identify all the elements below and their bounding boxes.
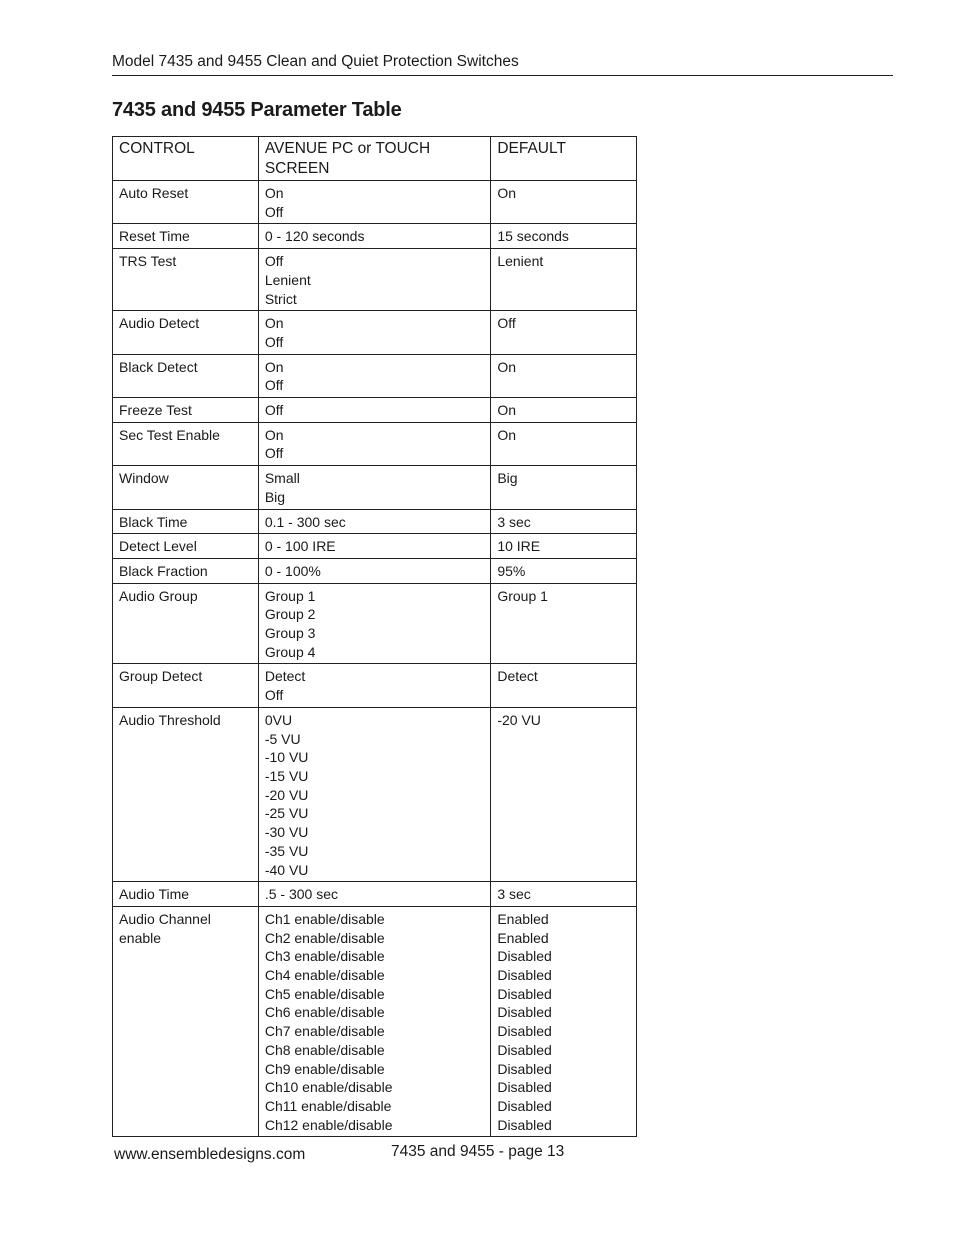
default-cell-line: Disabled bbox=[497, 1079, 552, 1096]
default-cell bbox=[491, 398, 637, 423]
options-cell-line: Group 3 bbox=[264, 625, 316, 642]
control-cell-line: Black Fraction bbox=[119, 562, 208, 579]
default-cell bbox=[491, 906, 637, 1136]
control-cell-line: TRS Test bbox=[119, 253, 177, 270]
options-cell-line: On bbox=[264, 426, 284, 443]
default-cell bbox=[491, 558, 637, 583]
column-header-control: CONTROL bbox=[113, 137, 259, 181]
header-divider bbox=[112, 75, 893, 76]
options-cell-line: Off bbox=[264, 203, 284, 220]
options-cell-line: 0.1 - 300 sec bbox=[264, 513, 346, 530]
options-cell-line: Strict bbox=[264, 290, 297, 307]
footer-website: www.ensembledesigns.com bbox=[114, 1146, 306, 1163]
options-cell-line: Ch1 enable/disable bbox=[264, 910, 385, 927]
control-cell bbox=[113, 181, 259, 224]
default-cell-line: 3 sec bbox=[497, 886, 531, 903]
control-cell bbox=[113, 882, 259, 907]
control-cell bbox=[113, 249, 259, 311]
default-cell-line: Disabled bbox=[497, 985, 552, 1002]
control-cell-line: Detect Level bbox=[119, 538, 197, 555]
default-cell-line: On bbox=[497, 358, 517, 375]
control-cell-line: Sec Test Enable bbox=[119, 426, 220, 443]
options-cell-line: Off bbox=[264, 402, 284, 419]
default-cell bbox=[491, 509, 637, 534]
options-cell-line: 0 - 100 IRE bbox=[264, 538, 336, 555]
control-cell-line: Black Detect bbox=[119, 358, 198, 375]
options-cell-line: Group 1 bbox=[264, 587, 316, 604]
default-cell-line: On bbox=[497, 426, 517, 443]
default-cell-line: 15 seconds bbox=[497, 228, 569, 245]
table-header-row bbox=[113, 137, 637, 181]
control-cell bbox=[113, 354, 259, 397]
options-cell bbox=[258, 906, 491, 1136]
options-cell-line: -5 VU bbox=[264, 730, 301, 747]
options-cell-line: Ch10 enable/disable bbox=[264, 1079, 393, 1096]
default-cell bbox=[491, 311, 637, 354]
control-cell-line: Audio Detect bbox=[119, 315, 200, 332]
options-cell-line: .5 - 300 sec bbox=[264, 886, 338, 903]
default-cell-line: 10 IRE bbox=[497, 538, 541, 555]
table-row bbox=[113, 707, 637, 881]
control-cell-line: Auto Reset bbox=[119, 185, 189, 201]
options-cell bbox=[258, 181, 491, 224]
default-cell bbox=[491, 466, 637, 509]
options-cell bbox=[258, 354, 491, 397]
options-cell-line: Lenient bbox=[264, 271, 311, 288]
control-cell bbox=[113, 558, 259, 583]
default-cell-line: Enabled bbox=[497, 910, 549, 927]
table-row bbox=[113, 398, 637, 423]
control-cell bbox=[113, 534, 259, 559]
table-row bbox=[113, 558, 637, 583]
control-cell bbox=[113, 398, 259, 423]
control-cell bbox=[113, 906, 259, 1136]
options-cell-line: 0 - 100% bbox=[264, 562, 321, 579]
default-cell-line: Disabled bbox=[497, 1023, 552, 1040]
options-cell bbox=[258, 583, 491, 664]
default-cell-line: Disabled bbox=[497, 1041, 552, 1058]
table-row bbox=[113, 311, 637, 354]
default-cell-line: 95% bbox=[497, 562, 526, 579]
control-cell-line: Audio Group bbox=[119, 587, 198, 604]
options-cell-line: Off bbox=[264, 377, 284, 394]
options-cell bbox=[258, 398, 491, 423]
table-row bbox=[113, 583, 637, 664]
default-cell bbox=[491, 422, 637, 465]
options-cell bbox=[258, 664, 491, 707]
options-cell-line: Ch9 enable/disable bbox=[264, 1060, 385, 1077]
control-cell-line: Audio Time bbox=[119, 886, 190, 903]
options-cell bbox=[258, 558, 491, 583]
options-cell-line: Ch5 enable/disable bbox=[264, 985, 385, 1002]
table-row bbox=[113, 224, 637, 249]
table-row bbox=[113, 664, 637, 707]
options-cell-line: -15 VU bbox=[264, 767, 309, 784]
options-cell-line: -30 VU bbox=[264, 824, 309, 841]
default-cell-line: Lenient bbox=[497, 253, 544, 270]
options-cell-line: Ch11 enable/disable bbox=[264, 1097, 392, 1114]
options-cell bbox=[258, 422, 491, 465]
table-row bbox=[113, 906, 637, 1136]
control-cell bbox=[113, 583, 259, 664]
control-cell bbox=[113, 311, 259, 354]
options-cell-line: Detect bbox=[264, 668, 306, 685]
default-cell-line: On bbox=[497, 185, 517, 201]
default-cell-line: Disabled bbox=[497, 967, 552, 984]
options-cell-line: -35 VU bbox=[264, 842, 309, 859]
options-cell-line: Ch12 enable/disable bbox=[264, 1116, 393, 1133]
table-row bbox=[113, 354, 637, 397]
footer-page-number: 7435 and 9455 - page 13 bbox=[391, 1143, 565, 1160]
default-cell-line: Disabled bbox=[497, 948, 552, 965]
options-cell bbox=[258, 882, 491, 907]
control-cell bbox=[113, 466, 259, 509]
options-cell-line: Ch2 enable/disable bbox=[264, 929, 385, 946]
options-cell-line: Off bbox=[264, 333, 284, 350]
options-cell-line: On bbox=[264, 185, 284, 201]
options-cell bbox=[258, 534, 491, 559]
options-cell bbox=[258, 509, 491, 534]
table-row bbox=[113, 509, 637, 534]
options-cell-line: -20 VU bbox=[264, 786, 309, 803]
default-cell-line: Disabled bbox=[497, 1060, 552, 1077]
table-row bbox=[113, 181, 637, 224]
options-cell-line: Group 2 bbox=[264, 606, 316, 623]
control-cell-line: enable bbox=[119, 929, 162, 946]
default-cell-line: 3 sec bbox=[497, 513, 531, 530]
control-cell-line: Reset Time bbox=[119, 228, 190, 245]
control-cell-line: Freeze Test bbox=[119, 402, 192, 419]
control-cell bbox=[113, 422, 259, 465]
default-cell bbox=[491, 181, 637, 224]
default-cell-line: Disabled bbox=[497, 1116, 552, 1133]
options-cell-line: -40 VU bbox=[264, 861, 309, 878]
default-cell-line: Disabled bbox=[497, 1004, 552, 1021]
control-cell-line: Black Time bbox=[119, 513, 188, 530]
default-cell bbox=[491, 249, 637, 311]
table-row bbox=[113, 249, 637, 311]
running-header: Model 7435 and 9455 Clean and Quiet Protection Switches bbox=[112, 53, 519, 70]
default-cell bbox=[491, 583, 637, 664]
table-row bbox=[113, 534, 637, 559]
default-cell-line: Detect bbox=[497, 668, 538, 685]
options-cell-line: -25 VU bbox=[264, 805, 309, 822]
control-cell-line: Window bbox=[119, 470, 169, 487]
options-cell bbox=[258, 311, 491, 354]
options-cell-line: On bbox=[264, 358, 284, 375]
default-cell-line: Off bbox=[497, 315, 516, 332]
options-cell-line: Off bbox=[264, 253, 284, 270]
column-header-default: DEFAULT bbox=[491, 137, 637, 181]
options-cell-line: Ch8 enable/disable bbox=[264, 1041, 385, 1058]
default-cell-line: On bbox=[497, 402, 517, 419]
default-cell bbox=[491, 707, 637, 881]
options-cell-line: Off bbox=[264, 687, 284, 704]
control-cell bbox=[113, 509, 259, 534]
options-cell bbox=[258, 707, 491, 881]
section-title: 7435 and 9455 Parameter Table bbox=[112, 99, 402, 121]
default-cell bbox=[491, 354, 637, 397]
options-cell-line: Ch4 enable/disable bbox=[264, 967, 385, 984]
default-cell bbox=[491, 534, 637, 559]
options-cell-line: Ch7 enable/disable bbox=[264, 1023, 385, 1040]
options-cell-line: Big bbox=[264, 488, 286, 505]
control-cell bbox=[113, 664, 259, 707]
options-cell-line: Ch3 enable/disable bbox=[264, 948, 385, 965]
options-cell bbox=[258, 466, 491, 509]
default-cell bbox=[491, 882, 637, 907]
options-cell-line: Small bbox=[264, 470, 300, 487]
options-cell-line: On bbox=[264, 315, 284, 332]
default-cell-line: Group 1 bbox=[497, 587, 548, 604]
default-cell-line: Big bbox=[497, 470, 518, 487]
table-row bbox=[113, 422, 637, 465]
options-cell-line: 0 - 120 seconds bbox=[264, 228, 365, 245]
control-cell-line: Audio Channel bbox=[119, 910, 211, 927]
options-cell-line: -10 VU bbox=[264, 749, 309, 766]
default-cell-line: -20 VU bbox=[497, 711, 541, 728]
options-cell bbox=[258, 224, 491, 249]
column-header-avenue: AVENUE PC or TOUCH SCREEN bbox=[258, 137, 491, 181]
options-cell-line: Ch6 enable/disable bbox=[264, 1004, 385, 1021]
control-cell bbox=[113, 224, 259, 249]
default-cell bbox=[491, 664, 637, 707]
table-row bbox=[113, 882, 637, 907]
options-cell-line: 0VU bbox=[264, 711, 293, 728]
options-cell bbox=[258, 249, 491, 311]
control-cell-line: Group Detect bbox=[119, 668, 203, 685]
default-cell bbox=[491, 224, 637, 249]
parameter-table bbox=[112, 136, 637, 1137]
default-cell-line: Enabled bbox=[497, 929, 549, 946]
options-cell-line: Group 4 bbox=[264, 643, 316, 660]
table-row bbox=[113, 466, 637, 509]
default-cell-line: Disabled bbox=[497, 1097, 552, 1114]
control-cell bbox=[113, 707, 259, 881]
control-cell-line: Audio Threshold bbox=[119, 711, 221, 728]
options-cell-line: Off bbox=[264, 445, 284, 462]
